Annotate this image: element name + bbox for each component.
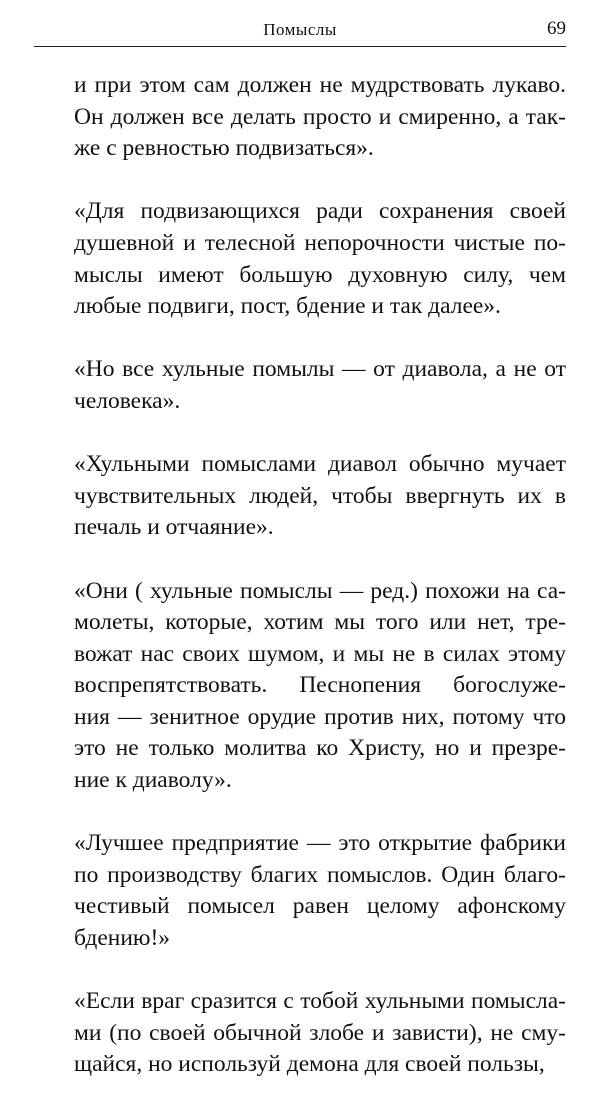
text-line: «Для подвизающихся ради сохранения своей [74, 198, 566, 225]
paragraph [74, 576, 566, 797]
text-line: печаль и отчаяние». [74, 514, 274, 541]
paragraph [74, 354, 566, 417]
text-line: честивый помысел равен целому афонскому [74, 893, 566, 920]
paragraph [74, 986, 566, 1081]
text-line: любые подвиги, пост, бдение и так далее». [74, 293, 501, 320]
text-line: щайся, но используй демона для своей пользы, [74, 1051, 545, 1078]
text-line: воспрепятствовать. Песнопения богослуже- [74, 672, 566, 699]
paragraph [74, 449, 566, 544]
text-line: ния — зенитное орудие против них, потому что [74, 703, 566, 730]
text-line: «Они ( хульные помыслы — ред.) похожи на са- [74, 577, 566, 604]
paragraph [74, 828, 566, 954]
running-header [34, 16, 566, 47]
text-line: и при этом сам должен не мудрствовать лукаво. [74, 72, 566, 98]
paragraph [74, 70, 566, 165]
text-line: же с ревностью подвизаться». [74, 135, 374, 162]
running-title: Помыслы [263, 20, 337, 39]
text-line: молеты, которые, хотим мы того или нет, тре- [74, 609, 566, 636]
text-line: ние к диаволу». [74, 767, 232, 794]
text-line: «Если враг сразится с тобой хульными помысла- [74, 988, 566, 1015]
text-line: чувствительных людей, чтобы ввергнуть их в [74, 482, 566, 509]
text-line: вожат нас своих шумом, и мы не в силах этому [74, 640, 566, 667]
page-number: 69 [547, 18, 566, 39]
text-line: Он должен все делать просто и смиренно, а так- [74, 103, 566, 130]
paragraph [74, 196, 566, 322]
text-line: это не только молитва ко Христу, но и презре- [74, 735, 566, 762]
text-line: «Хульными помыслами диавол обычно мучает [74, 451, 566, 478]
text-line: бдению!» [74, 925, 171, 952]
text-line: душевной и телесной непорочности чистые по- [74, 229, 566, 256]
text-line: мыслы имеют большую духовную силу, чем [74, 261, 566, 288]
text-line: ми (по своей обычной злобе и зависти), не сму- [74, 1019, 566, 1046]
text-line: «Но все хульные помылы — от диавола, а не от [74, 356, 566, 383]
text-line: по производству благих помыслов. Один благо- [74, 861, 566, 888]
body-text [74, 70, 566, 1113]
text-line: «Лучшее предприятие — это открытие фабрики [74, 830, 566, 857]
text-line: человека». [74, 387, 181, 414]
